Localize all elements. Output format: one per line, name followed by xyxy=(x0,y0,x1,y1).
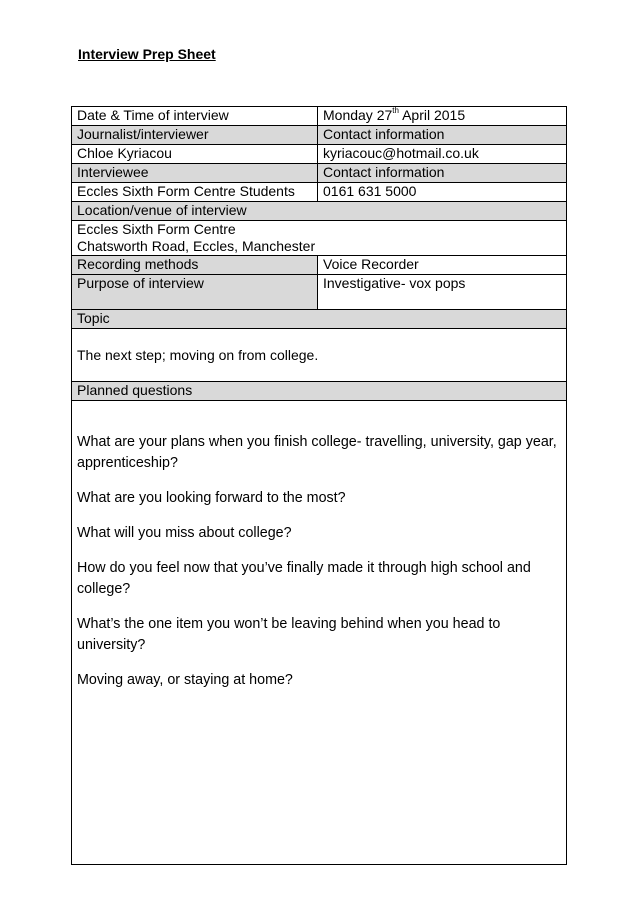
question-item: What will you miss about college? xyxy=(77,525,292,541)
purpose-value: Investigative- vox pops xyxy=(318,275,567,310)
purpose-label: Purpose of interview xyxy=(72,275,318,310)
journalist-contact-label: Contact information xyxy=(318,126,567,145)
table-row xyxy=(72,275,567,310)
topic-value: The next step; moving on from college. xyxy=(72,329,567,382)
question-item: Moving away, or staying at home? xyxy=(77,672,293,688)
interview-prep-table xyxy=(71,106,567,865)
journalist-label: Journalist/interviewer xyxy=(72,126,318,145)
interviewee-phone: 0161 631 5000 xyxy=(318,183,567,202)
table-row xyxy=(72,145,567,164)
topic-label: Topic xyxy=(72,310,567,329)
date-value: Monday 27th April 2015 xyxy=(318,107,567,126)
date-label: Date & Time of interview xyxy=(72,107,318,126)
interviewee-label: Interviewee xyxy=(72,164,318,183)
table-row xyxy=(72,126,567,145)
location-label: Location/venue of interview xyxy=(72,202,567,221)
recording-value: Voice Recorder xyxy=(318,256,567,275)
interviewee-contact-label: Contact information xyxy=(318,164,567,183)
question-item: What are you looking forward to the most? xyxy=(77,490,346,506)
journalist-name: Chloe Kyriacou xyxy=(72,145,318,164)
questions-label: Planned questions xyxy=(72,382,567,401)
journalist-email: kyriacouc@hotmail.co.uk xyxy=(318,145,567,164)
table-row xyxy=(72,183,567,202)
table-row xyxy=(72,202,567,221)
table-row xyxy=(72,310,567,329)
questions-list xyxy=(72,401,567,865)
page-title: Interview Prep Sheet xyxy=(78,46,216,62)
question-item: What are your plans when you finish college- travelling, university, gap year, apprenticeship? xyxy=(77,434,557,471)
table-row xyxy=(72,164,567,183)
table-row xyxy=(72,256,567,275)
interviewee-name: Eccles Sixth Form Centre Students xyxy=(72,183,318,202)
question-item: How do you feel now that you’ve finally made it through high school and college? xyxy=(77,560,531,597)
table-row xyxy=(72,382,567,401)
question-item: What’s the one item you won’t be leaving behind when you head to university? xyxy=(77,616,501,653)
location-line-2: Chatsworth Road, Eccles, Manchester xyxy=(77,238,316,254)
table-row xyxy=(72,401,567,865)
table-row xyxy=(72,221,567,256)
table-row xyxy=(72,329,567,382)
table-row xyxy=(72,107,567,126)
recording-label: Recording methods xyxy=(72,256,318,275)
location-line-1: Eccles Sixth Form Centre xyxy=(77,221,236,237)
location-value xyxy=(72,221,567,256)
